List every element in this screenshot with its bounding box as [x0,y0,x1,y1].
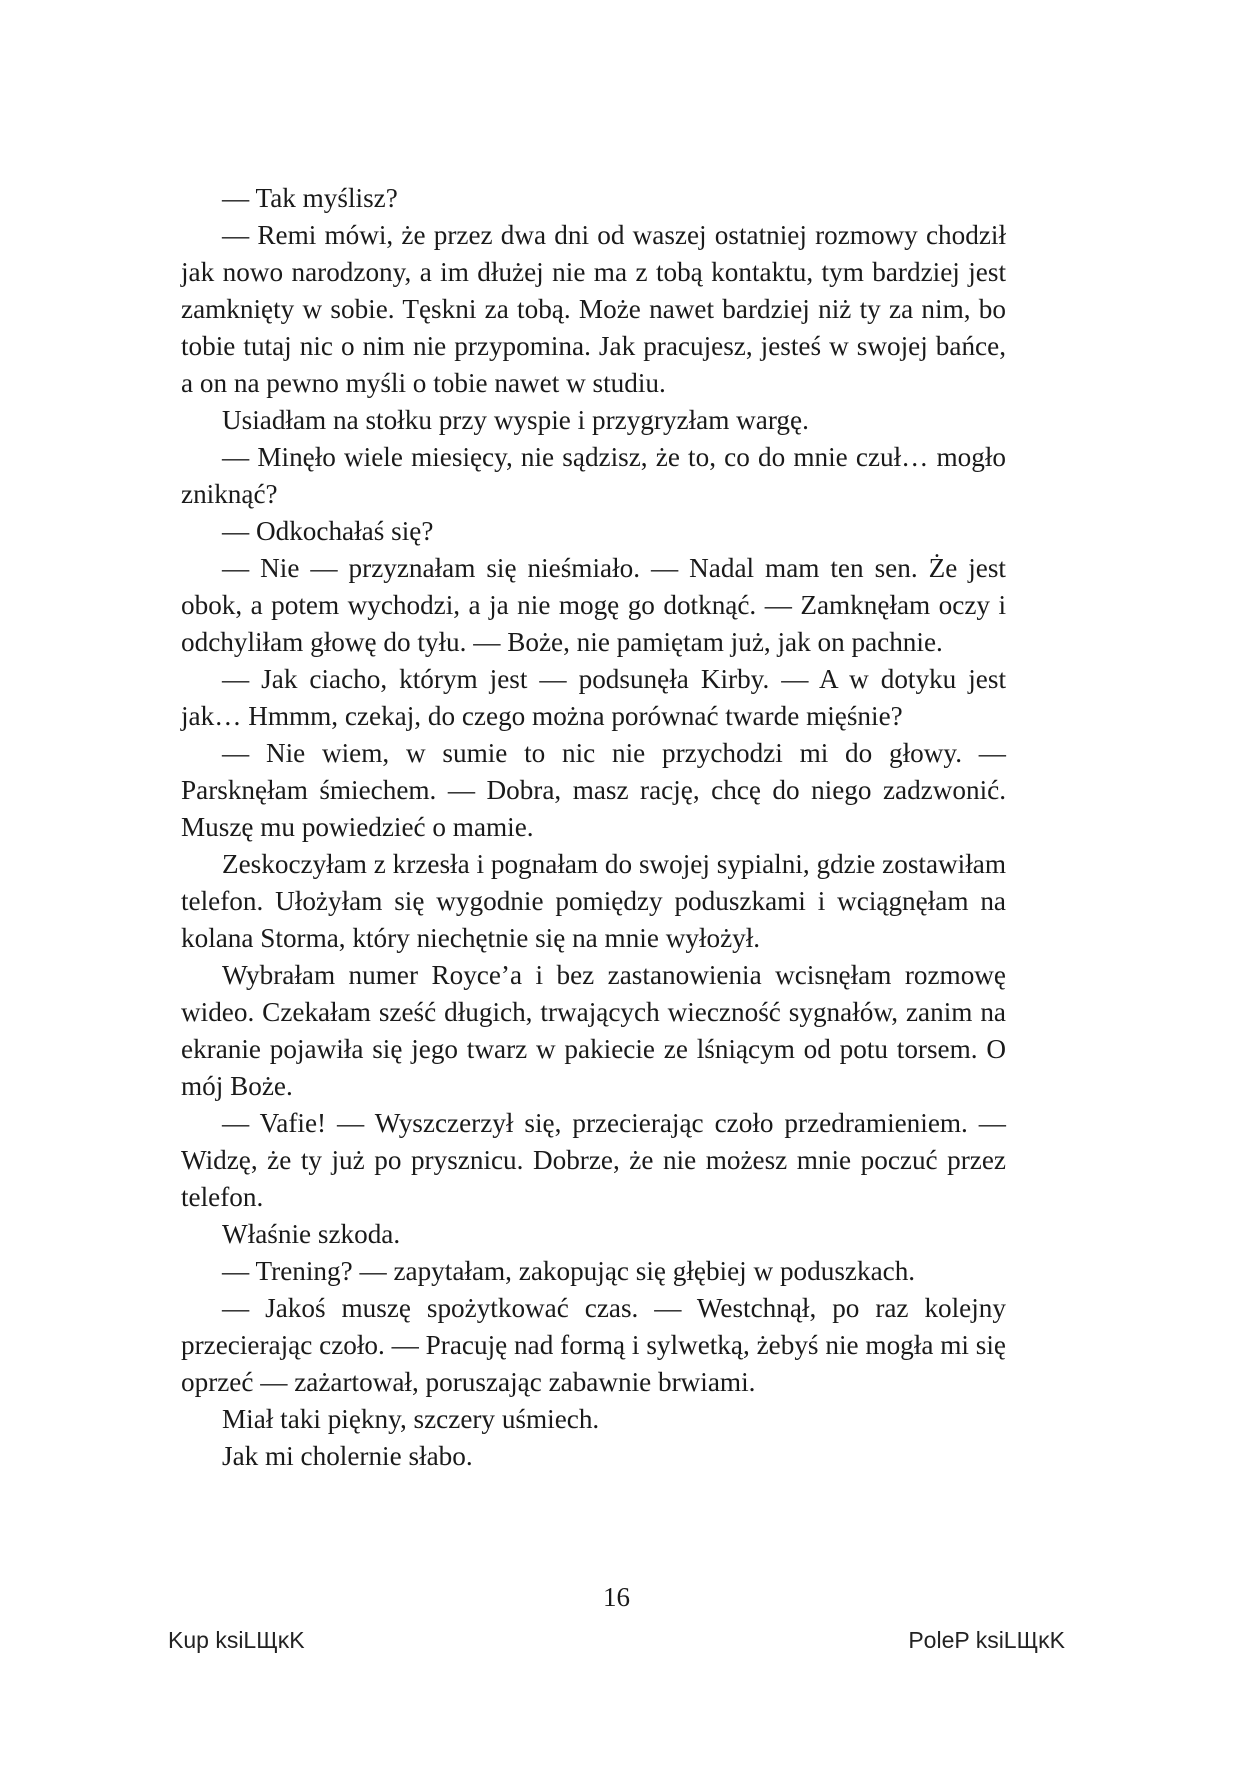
paragraph: Jak mi cholernie słabo. [222,1441,473,1471]
body-text [181,180,1006,1475]
paragraph: — Vafie! — Wyszczerzył się, przecierając czoło przedramieniem. — Widzę, że ty już po prysznicu. Dobrze, że nie możesz mnie poczuć przez telefon. [181,1108,1006,1212]
paragraph: — Trening? — zapytałam, zakopując się głębiej w poduszkach. [222,1256,916,1286]
paragraph: Właśnie szkoda. [222,1219,401,1249]
paragraph: — Tak myślisz? [222,183,398,213]
paragraph: — Jak ciacho, którym jest — podsunęła Kirby. — A w dotyku jest jak… Hmmm, czekaj, do czego można porównać twarde mięśnie? [181,664,1006,731]
paragraph: Wybrałam numer Royce’a i bez zastanowienia wcisnęłam rozmowę wideo. Czekałam sześć długich, trwających wieczność sygnałów, zanim na ekranie pojawiła się jego twarz w pakiecie ze lśniącym od potu torsem. O mój Boże. [181,960,1006,1101]
paragraph: — Minęło wiele miesięcy, nie sądzisz, że to, co do mnie czuł… mogło zniknąć? [181,442,1006,509]
paragraph: — Nie — przyznałam się nieśmiało. — Nadal mam ten sen. Że jest obok, a potem wychodzi, a ja nie mogę go dotknąć. — Zamknęłam oczy i odchyliłam głowę do tyłu. — Boże, nie pamiętam już, jak on pachnie. [181,553,1006,657]
paragraph: — Odkochałaś się? [222,516,434,546]
footer-buy-book-link[interactable]: Kup ksiLЩĸK [168,1627,305,1653]
page-number: 16 [603,1582,630,1612]
paragraph: Usiadłam na stołku przy wyspie i przygryzłam wargę. [222,405,809,435]
paragraph: Zeskoczyłam z krzesła i pognałam do swojej sypialni, gdzie zostawiłam telefon. Ułożyłam się wygodnie pomiędzy poduszkami i wciągnęłam na kolana Storma, który niechętnie się na mnie wyłożył. [181,849,1006,953]
paragraph: — Remi mówi, że przez dwa dni od waszej ostatniej rozmowy chodził jak nowo narodzony, a im dłużej nie ma z tobą kontaktu, tym bardziej jest zamknięty w sobie. Tęskni za tobą. Może nawet bardziej niż ty za nim, bo tobie tutaj nic o nim nie przypomina. Jak pracujesz, jesteś w swojej bańce, a on na pewno myśli o tobie nawet w studiu. [181,220,1006,398]
footer-recommend-book-link[interactable]: PoleP ksiLЩĸK [908,1627,1065,1653]
paragraph: — Jakoś muszę spożytkować czas. — Westchnął, po raz kolejny przecierając czoło. — Pracuję nad formą i sylwetką, żebyś nie mogła mi się oprzeć — zażartował, poruszając zabawnie brwiami. [181,1293,1006,1397]
paragraph: Miał taki piękny, szczery uśmiech. [222,1404,600,1434]
paragraph: — Nie wiem, w sumie to nic nie przychodzi mi do głowy. — Parsknęłam śmiechem. — Dobra, masz rację, chcę do niego zadzwonić. Muszę mu powiedzieć o mamie. [181,738,1006,842]
